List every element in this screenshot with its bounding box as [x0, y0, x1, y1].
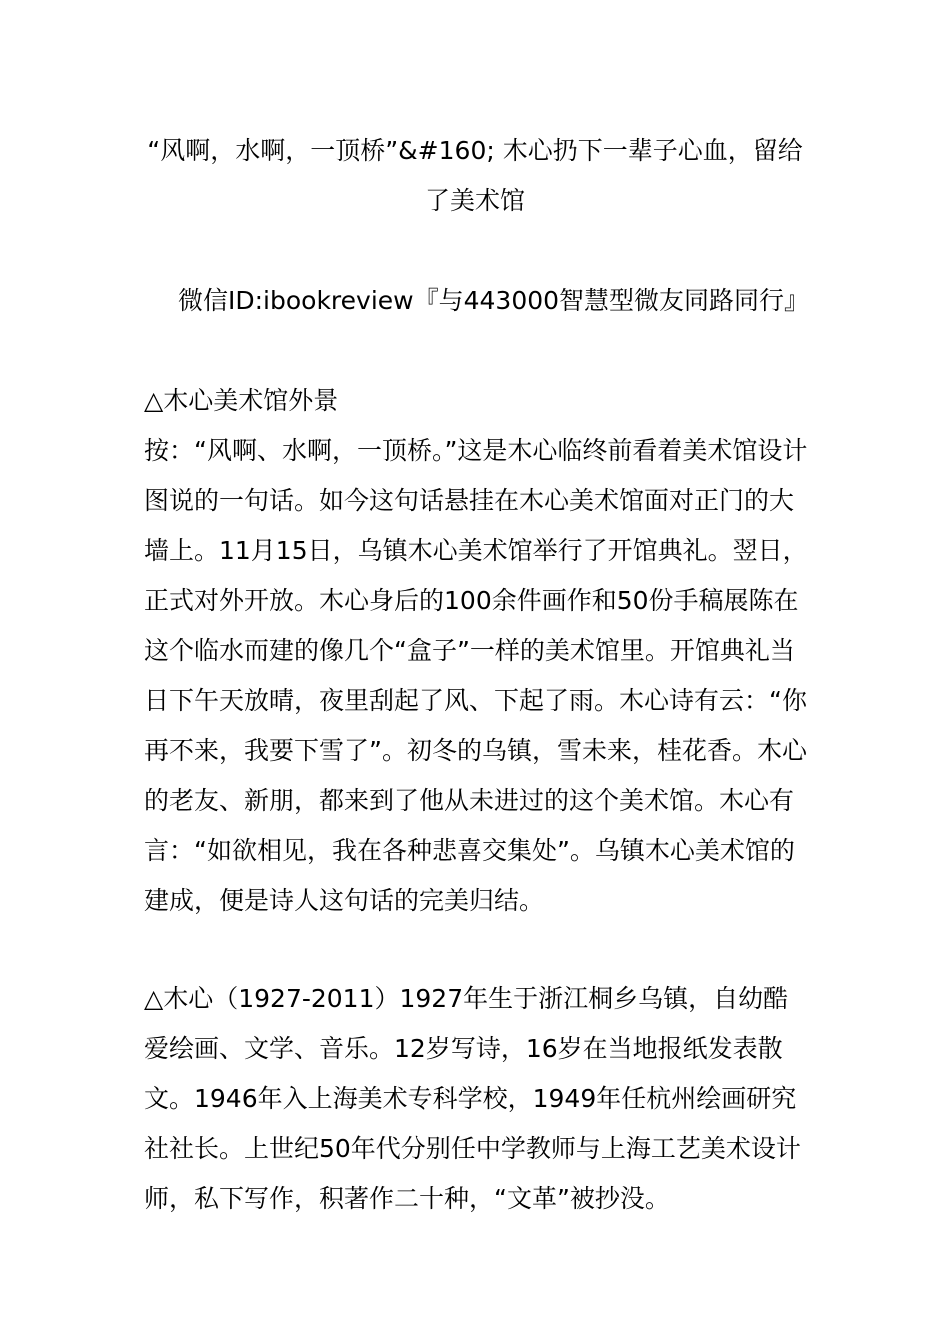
- exterior-caption: △木心美术馆外景: [144, 386, 339, 415]
- intro-paragraph: 按：“风啊、水啊，一顶桥。”这是木心临终前看着美术馆设计图说的一句话。如今这句话悬挂在木心美术馆面对正门的大墙上。11月15日，乌镇木心美术馆举行了开馆典礼。翌日，正式对外开放。木心身后的100余件画作和50份手稿展陈在这个临水而建的像几个“盒子”一样的美术馆里。开馆典礼当日下午天放晴，夜里刮起了风、下起了雨。木心诗有云：“你再不来，我要下雪了”。初冬的乌镇，雪未来，桂花香。木心的老友、新朋，都来到了他从未进过的这个美术馆。木心有言：“如欲相见，我在各种悲喜交集处”。乌镇木心美术馆的建成，便是诗人这句话的完美归结。: [144, 436, 808, 915]
- article-title: “风啊，水啊，一顶桥”&#160; 木心扔下一辈子心血，留给了美术馆: [147, 136, 803, 215]
- wechat-id-line: 微信ID:ibookreview『与443000智慧型微友同路同行』: [178, 286, 810, 315]
- biography-paragraph: △木心（1927-2011）1927年生于浙江桐乡乌镇，自幼酷爱绘画、文学、音乐。12岁写诗，16岁在当地报纸发表散文。1946年入上海美术专科学校，1949年任杭州绘画研究社社长。上世纪50年代分别任中学教师与上海工艺美术设计师，私下写作，积著作二十种，“文革”被抄没。: [144, 984, 801, 1213]
